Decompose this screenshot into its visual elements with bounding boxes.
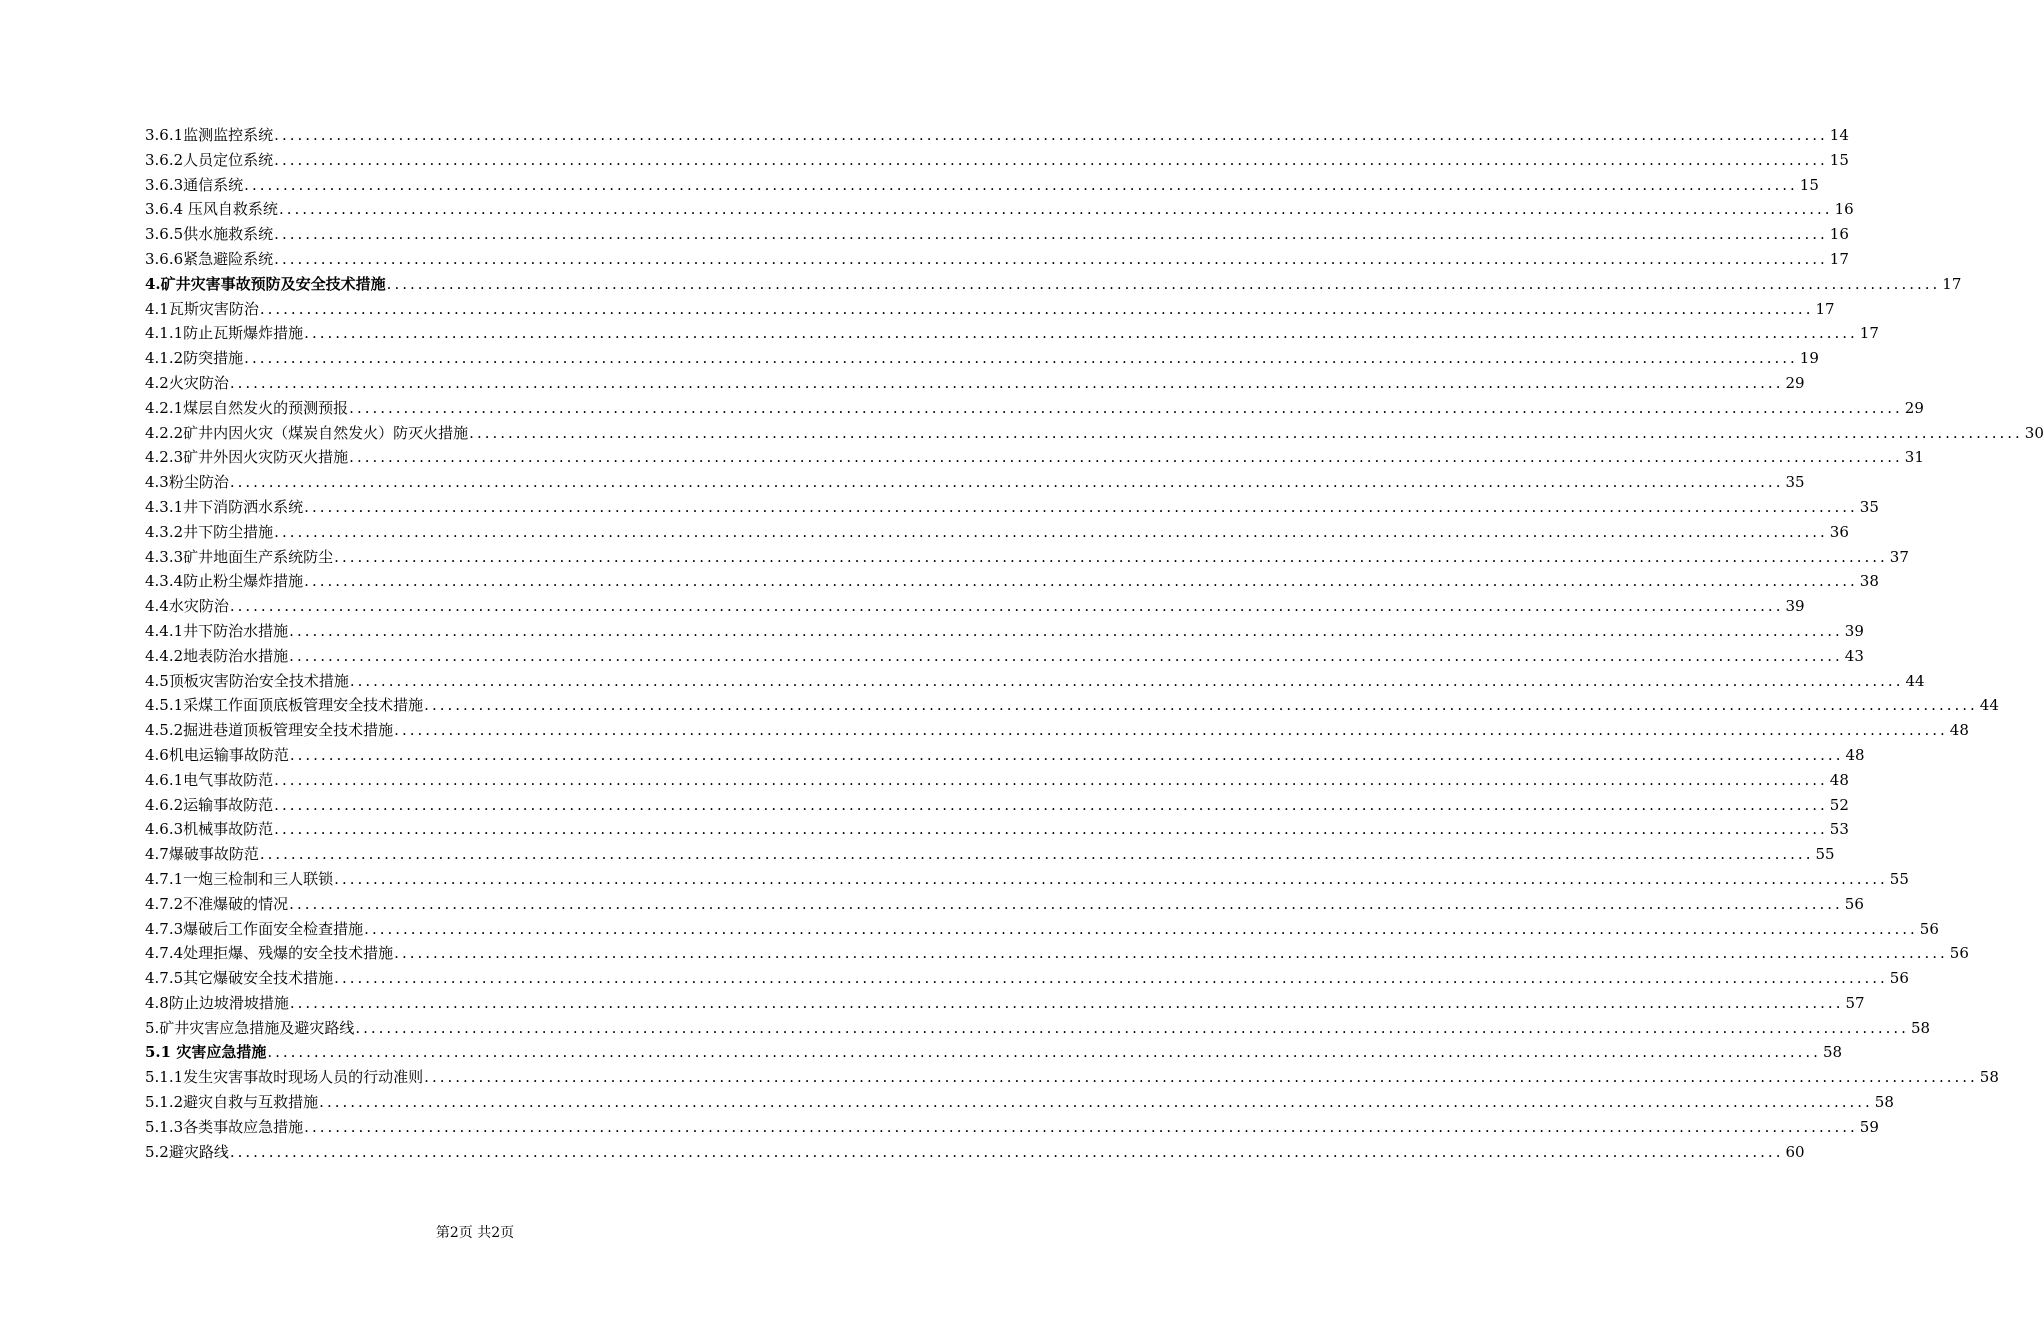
toc-entry-title: 4.6.3机械事故防范 [145, 820, 274, 839]
toc-entry[interactable] [145, 123, 1849, 148]
toc-entry-title: 4.2火灾防治 [145, 373, 229, 392]
toc-entry-page-number: 43 [1844, 646, 1864, 665]
toc-entry[interactable] [145, 817, 1849, 842]
toc-entry-page-number: 19 [1799, 349, 1819, 368]
toc-entry-title: 4.3.1井下消防洒水系统 [145, 497, 304, 516]
toc-entry-title: 4.7.1一炮三检制和三人联锁 [145, 869, 334, 888]
table-of-contents [145, 123, 2044, 1164]
toc-leader-dots: ........................................................................................................................................................................................................ [394, 721, 1948, 740]
toc-entry-page-number: 55 [1815, 845, 1835, 864]
toc-entry[interactable] [145, 644, 1864, 669]
toc-leader-dots: ........................................................................................................................................................................................................ [289, 621, 1843, 640]
toc-leader-dots: ........................................................................................................................................................................................................ [304, 324, 1858, 343]
toc-leader-dots: ........................................................................................................................................................................................................ [334, 869, 1888, 888]
toc-entry-page-number: 16 [1834, 200, 1854, 219]
toc-entry-title: 4.矿井灾害事故预防及安全技术措施 [145, 274, 386, 293]
toc-entry-title: 4.8防止边坡滑坡措施 [145, 993, 289, 1012]
toc-leader-dots: ........................................................................................................................................................................................................ [274, 795, 1828, 814]
toc-entry-title: 3.6.3通信系统 [145, 175, 244, 194]
toc-entry[interactable] [145, 1065, 1999, 1090]
toc-entry-title: 4.6.1电气事故防范 [145, 770, 274, 789]
toc-leader-dots: ........................................................................................................................................................................................................ [289, 894, 1843, 913]
toc-entry[interactable] [145, 693, 1999, 718]
toc-leader-dots: ........................................................................................................................................................................................................ [289, 745, 1844, 764]
toc-leader-dots: ........................................................................................................................................................................................................ [289, 646, 1843, 665]
toc-entry-title: 5.1.1发生灾害事故时现场人员的行动准则 [145, 1068, 424, 1087]
toc-entry[interactable] [145, 321, 1879, 346]
toc-entry-page-number: 15 [1829, 150, 1849, 169]
toc-entry[interactable] [145, 1140, 1805, 1165]
toc-leader-dots: ........................................................................................................................................................................................................ [274, 820, 1828, 839]
toc-entry-title: 4.5顶板灾害防治安全技术措施 [145, 671, 349, 690]
toc-entry-page-number: 38 [1859, 572, 1879, 591]
toc-entry[interactable] [145, 371, 1805, 396]
toc-entry-title: 4.3.2井下防尘措施 [145, 522, 274, 541]
toc-leader-dots: ........................................................................................................................................................................................................ [334, 547, 1888, 566]
toc-entry-title: 3.6.2人员定位系统 [145, 150, 274, 169]
toc-entry-page-number: 36 [1829, 522, 1849, 541]
toc-entry[interactable] [145, 669, 1925, 694]
toc-leader-dots: ........................................................................................................................................................................................................ [274, 770, 1828, 789]
toc-entry-title: 3.6.5供水施救系统 [145, 225, 274, 244]
toc-leader-dots: ........................................................................................................................................................................................................ [278, 200, 1833, 219]
toc-entry-title: 4.6机电运输事故防范 [145, 745, 289, 764]
toc-entry[interactable] [145, 941, 1969, 966]
toc-leader-dots: ........................................................................................................................................................................................................ [349, 448, 1903, 467]
toc-entry[interactable] [145, 768, 1849, 793]
toc-entry[interactable] [145, 1115, 1879, 1140]
toc-entry-title: 4.1.1防止瓦斯爆炸措施 [145, 324, 304, 343]
toc-leader-dots: ........................................................................................................................................................................................................ [355, 1018, 1909, 1037]
toc-entry-title: 5.1.3各类事故应急措施 [145, 1117, 304, 1136]
toc-entry[interactable] [145, 197, 1854, 222]
toc-entry-title: 4.4.1井下防治水措施 [145, 621, 289, 640]
toc-entry-title: 5.2避灾路线 [145, 1142, 229, 1161]
toc-entry-title: 4.4水灾防治 [145, 597, 229, 616]
toc-entry[interactable] [145, 569, 1879, 594]
toc-entry-title: 5.矿井灾害应急措施及避灾路线 [145, 1018, 355, 1037]
toc-leader-dots: ........................................................................................................................................................................................................ [304, 497, 1858, 516]
toc-entry-page-number: 44 [1905, 671, 1925, 690]
toc-leader-dots: ........................................................................................................................................................................................................ [289, 993, 1844, 1012]
toc-leader-dots: ........................................................................................................................................................................................................ [244, 349, 1798, 368]
toc-entry-title: 5.1.2避灾自救与互救措施 [145, 1093, 319, 1112]
toc-leader-dots: ........................................................................................................................................................................................................ [304, 1117, 1858, 1136]
toc-entry[interactable] [145, 421, 2044, 446]
toc-entry[interactable] [145, 297, 1835, 322]
toc-entry-title: 4.7.4处理拒爆、残爆的安全技术措施 [145, 944, 394, 963]
toc-leader-dots: ........................................................................................................................................................................................................ [274, 249, 1828, 268]
toc-leader-dots: ........................................................................................................................................................................................................ [229, 597, 1784, 616]
toc-leader-dots: ........................................................................................................................................................................................................ [364, 919, 1918, 938]
toc-entry[interactable] [145, 470, 1805, 495]
toc-entry[interactable] [145, 445, 1924, 470]
toc-leader-dots: ........................................................................................................................................................................................................ [274, 150, 1828, 169]
toc-entry-page-number: 30 [2024, 423, 2044, 442]
toc-entry-page-number: 15 [1799, 175, 1819, 194]
toc-entry[interactable] [145, 495, 1879, 520]
toc-leader-dots: ........................................................................................................................................................................................................ [319, 1093, 1873, 1112]
toc-entry-page-number: 17 [1829, 249, 1849, 268]
toc-entry-title: 4.1.2防突措施 [145, 349, 244, 368]
toc-entry[interactable] [145, 247, 1849, 272]
toc-leader-dots: ........................................................................................................................................................................................................ [394, 944, 1948, 963]
toc-leader-dots: ........................................................................................................................................................................................................ [274, 522, 1828, 541]
toc-entry[interactable] [145, 173, 1819, 198]
toc-entry-title: 4.5.2掘进巷道顶板管理安全技术措施 [145, 721, 394, 740]
toc-leader-dots: ........................................................................................................................................................................................................ [334, 969, 1888, 988]
toc-entry[interactable] [145, 892, 1864, 917]
toc-entry-title: 4.6.2运输事故防范 [145, 795, 274, 814]
toc-entry[interactable] [145, 991, 1865, 1016]
toc-entry-page-number: 48 [1829, 770, 1849, 789]
toc-entry[interactable] [145, 272, 1962, 297]
toc-entry[interactable] [145, 1090, 1894, 1115]
toc-entry[interactable] [145, 594, 1805, 619]
toc-leader-dots: ........................................................................................................................................................................................................ [304, 572, 1858, 591]
toc-leader-dots: ........................................................................................................................................................................................................ [274, 126, 1828, 144]
toc-entry[interactable] [145, 222, 1849, 247]
toc-entry-page-number: 31 [1904, 448, 1924, 467]
toc-entry[interactable] [145, 1040, 1843, 1065]
toc-entry-page-number: 16 [1829, 225, 1849, 244]
toc-entry-title: 4.7.5其它爆破安全技术措施 [145, 969, 334, 988]
toc-entry-page-number: 17 [1815, 299, 1835, 318]
toc-entry[interactable] [145, 917, 1939, 942]
toc-entry-page-number: 39 [1844, 621, 1864, 640]
toc-leader-dots: ........................................................................................................................................................................................................ [229, 373, 1784, 392]
toc-leader-dots: ........................................................................................................................................................................................................ [349, 671, 1904, 690]
toc-entry[interactable] [145, 148, 1849, 173]
toc-entry-title: 4.3.3矿井地面生产系统防尘 [145, 547, 334, 566]
toc-leader-dots: ........................................................................................................................................................................................................ [267, 1043, 1821, 1062]
toc-entry-title: 4.2.3矿井外因火灾防灭火措施 [145, 448, 349, 467]
toc-entry-page-number: 56 [1844, 894, 1864, 913]
toc-entry[interactable] [145, 520, 1849, 545]
toc-entry-title: 4.7.3爆破后工作面安全检查措施 [145, 919, 364, 938]
toc-entry-page-number: 60 [1785, 1142, 1805, 1161]
toc-entry-page-number: 44 [1979, 696, 1999, 715]
toc-entry[interactable] [145, 743, 1865, 768]
toc-leader-dots: ........................................................................................................................................................................................................ [259, 299, 1814, 318]
toc-entry-title: 4.2.2矿井内因火灾（煤炭自然发火）防灭火措施 [145, 423, 469, 442]
toc-entry-page-number: 58 [1910, 1018, 1931, 1037]
toc-entry-page-number: 59 [1859, 1117, 1879, 1136]
toc-entry-page-number: 48 [1949, 721, 1969, 740]
toc-entry-page-number: 48 [1845, 745, 1865, 764]
toc-leader-dots: ........................................................................................................................................................................................................ [386, 274, 1941, 293]
toc-entry-title: 4.2.1煤层自然发火的预测预报 [145, 398, 349, 417]
toc-entry-title: 4.1瓦斯灾害防治 [145, 299, 259, 318]
toc-entry[interactable] [145, 867, 1909, 892]
toc-entry-title: 3.6.6紧急避险系统 [145, 249, 274, 268]
toc-entry-page-number: 56 [1949, 944, 1969, 963]
toc-entry-title: 4.4.2地表防治水措施 [145, 646, 289, 665]
toc-entry-title: 3.6.4 压风自救系统 [145, 200, 278, 219]
toc-entry-page-number: 52 [1829, 795, 1849, 814]
toc-entry-page-number: 35 [1785, 473, 1805, 492]
toc-entry-title: 5.1 灾害应急措施 [145, 1043, 267, 1062]
toc-entry-title: 4.7爆破事故防范 [145, 845, 259, 864]
toc-leader-dots: ........................................................................................................................................................................................................ [424, 1068, 1978, 1087]
toc-entry-page-number: 29 [1904, 398, 1924, 417]
toc-entry-page-number: 39 [1785, 597, 1805, 616]
toc-entry-page-number: 14 [1829, 126, 1849, 144]
toc-entry-page-number: 56 [1919, 919, 1939, 938]
toc-entry-page-number: 58 [1979, 1068, 1999, 1087]
toc-entry[interactable] [145, 619, 1864, 644]
toc-entry[interactable] [145, 545, 1909, 570]
toc-entry[interactable] [145, 396, 1924, 421]
toc-entry-page-number: 17 [1859, 324, 1879, 343]
toc-leader-dots: ........................................................................................................................................................................................................ [229, 1142, 1784, 1161]
toc-leader-dots: ........................................................................................................................................................................................................ [424, 696, 1978, 715]
toc-entry-page-number: 29 [1785, 373, 1805, 392]
toc-entry-page-number: 53 [1829, 820, 1849, 839]
toc-entry-page-number: 58 [1822, 1043, 1843, 1062]
toc-leader-dots: ........................................................................................................................................................................................................ [274, 225, 1828, 244]
toc-leader-dots: ........................................................................................................................................................................................................ [259, 845, 1814, 864]
toc-entry[interactable] [145, 793, 1849, 818]
toc-entry-page-number: 56 [1889, 969, 1909, 988]
toc-entry-title: 4.7.2不准爆破的情况 [145, 894, 289, 913]
toc-entry-page-number: 35 [1859, 497, 1879, 516]
toc-entry-title: 3.6.1监测监控系统 [145, 126, 274, 144]
toc-entry-page-number: 55 [1889, 869, 1909, 888]
toc-leader-dots: ........................................................................................................................................................................................................ [349, 398, 1903, 417]
toc-entry-page-number: 58 [1874, 1093, 1894, 1112]
toc-entry-page-number: 57 [1845, 993, 1865, 1012]
toc-leader-dots: ........................................................................................................................................................................................................ [244, 175, 1798, 194]
toc-entry-title: 4.3.4防止粉尘爆炸措施 [145, 572, 304, 591]
toc-entry-page-number: 37 [1889, 547, 1909, 566]
toc-entry[interactable] [145, 966, 1909, 991]
toc-entry[interactable] [145, 1016, 1931, 1041]
page-footer: 第2页 共2页 [435, 1225, 515, 1241]
toc-entry-title: 4.3粉尘防治 [145, 473, 229, 492]
toc-entry[interactable] [145, 842, 1835, 867]
toc-entry[interactable] [145, 718, 1969, 743]
toc-leader-dots: ........................................................................................................................................................................................................ [469, 423, 2023, 442]
toc-entry-page-number: 17 [1942, 274, 1962, 293]
toc-entry[interactable] [145, 346, 1819, 371]
toc-entry-title: 4.5.1采煤工作面顶底板管理安全技术措施 [145, 696, 424, 715]
toc-leader-dots: ........................................................................................................................................................................................................ [229, 473, 1784, 492]
